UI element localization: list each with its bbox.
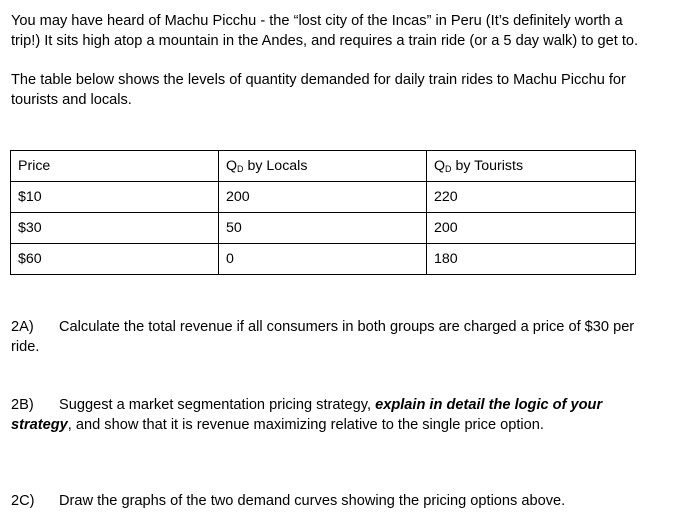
intro-paragraph: You may have heard of Machu Picchu - the “lost city of the Incas” in Peru (It’s definitely worth a trip!) It sits high atop a mountain in the Andes, and requires a train ride (or a 5 day walk) to get to.: [11, 13, 639, 49]
q-subscript: D: [237, 164, 244, 174]
question-number: 2C): [11, 493, 35, 509]
cell-tourists: 220: [427, 182, 636, 213]
question-2b: [11, 396, 651, 435]
question-text-end: , and show that it is revenue maximizing relative to the single price option.: [67, 416, 544, 433]
question-2c: [11, 492, 651, 512]
tourists-label: by Tourists: [451, 158, 524, 174]
question-text: Draw the graphs of the two demand curves showing the pricing options above.: [59, 493, 566, 509]
table-header-row: [11, 151, 636, 182]
header-qd-locals: [219, 151, 427, 182]
cell-price: $30: [11, 213, 219, 244]
table-row: [11, 213, 636, 244]
cell-locals: 0: [219, 244, 427, 275]
question-number: 2B): [11, 397, 34, 413]
q-subscript: D: [445, 164, 452, 174]
cell-tourists: 200: [427, 213, 636, 244]
intro-table-description: The table below shows the levels of quantity demanded for daily train rides to Machu Picchu for tourists and locals.: [11, 72, 626, 108]
cell-price: $10: [11, 182, 219, 213]
question-text: Suggest a market segmentation pricing strategy,: [59, 397, 376, 413]
cell-tourists: 180: [427, 244, 636, 275]
header-price: Price: [11, 151, 219, 182]
header-qd-tourists: [427, 151, 636, 182]
cell-locals: 200: [219, 182, 427, 213]
question-number: 2A): [11, 319, 34, 335]
table-row: [11, 182, 636, 213]
question-text: Calculate the total revenue if all consumers in both groups are charged a price of $30 per ride.: [11, 319, 635, 355]
question-emphasis: explain in detail the logic of your strategy: [11, 397, 603, 433]
question-2a: [11, 318, 651, 357]
q-letter: Q: [434, 158, 446, 174]
table-row: [11, 244, 636, 275]
cell-price: $60: [11, 244, 219, 275]
q-letter: Q: [226, 158, 238, 174]
cell-locals: 50: [219, 213, 427, 244]
locals-label: by Locals: [243, 158, 308, 174]
demand-table: [10, 150, 636, 275]
